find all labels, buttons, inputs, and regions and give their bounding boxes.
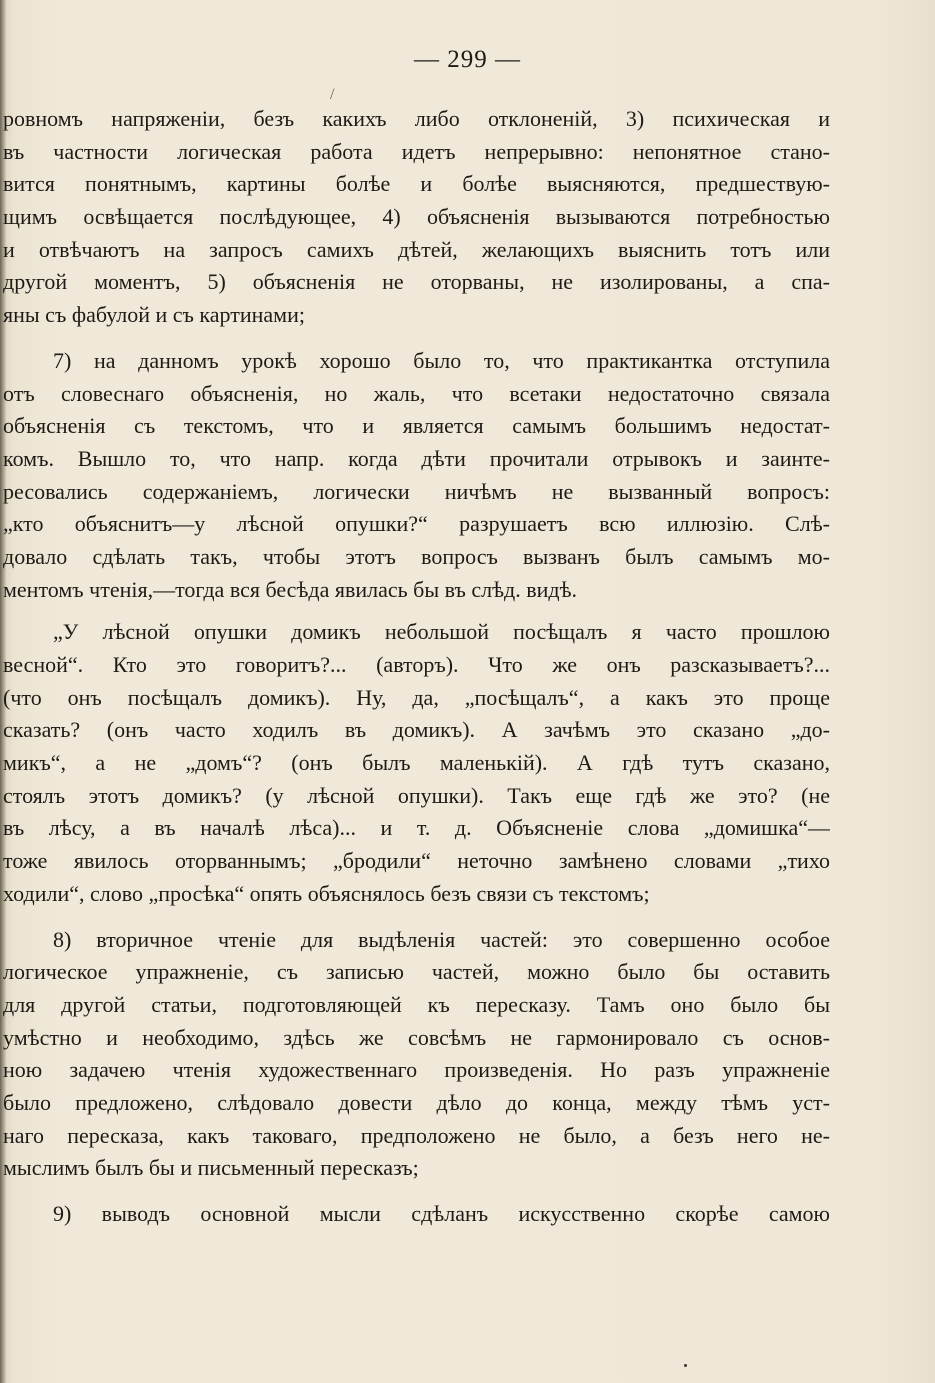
pencil-mark: /	[330, 86, 335, 103]
text-line: умѣстно и необходимо, здѣсь же совсѣмъ не гармонировало съ основ-	[3, 1024, 830, 1050]
paragraph-point-9	[3, 1198, 830, 1231]
body-text	[3, 103, 830, 1231]
text-line: довало сдѣлать такъ, чтобы этотъ вопросъ вызванъ былъ самымъ мо-	[3, 543, 830, 569]
text-line: другой моментъ, 5) объясненія не оторваны, не изолированы, а спа-	[3, 269, 830, 295]
text-line: и отвѣчаютъ на запросъ самихъ дѣтей, желающихъ выяснить тотъ или	[3, 236, 830, 262]
text-line: „кто объяснитъ—у лѣсной опушки?“ разрушаетъ всю иллюзію. Слѣ-	[3, 511, 830, 537]
paragraph-quote-dialogue	[3, 616, 830, 910]
text-line: ровномъ напряженіи, безъ какихъ либо отклоненій, 3) психическая и	[3, 106, 830, 131]
text-line: сказать? (онъ часто ходилъ въ домикъ). А зачѣмъ это сказано „до-	[3, 717, 830, 743]
paper-speck	[684, 1364, 687, 1367]
paragraph-point-7	[3, 345, 830, 607]
paragraph-gap	[3, 1185, 830, 1198]
text-line: наго пересказа, какъ таковаго, предположено не было, а безъ него не-	[3, 1122, 830, 1148]
text-line: микъ“, а не „домъ“? (онъ былъ маленькій). А гдѣ тутъ сказано,	[3, 750, 830, 776]
text-line: отъ словеснаго объясненія, но жаль, что всетаки недостаточно связала	[3, 380, 830, 406]
text-line: (что онъ посѣщалъ домикъ). Ну, да, „посѣщалъ“, а какъ это проще	[3, 684, 830, 710]
text-line: комъ. Вышло то, что напр. когда дѣти прочитали отрывокъ и заинте-	[3, 445, 830, 471]
text-line: 9) выводъ основной мысли сдѣланъ искусственно скорѣе самою	[53, 1201, 830, 1226]
text-line: тоже явилось оторваннымъ; „бродили“ неточно замѣнено словами „тихо	[3, 848, 830, 874]
text-line: было предложено, слѣдовало довести дѣло до конца, между тѣмъ уст-	[3, 1089, 830, 1115]
text-line: щимъ освѣщается послѣдующее, 4) объясненія вызываются потребностью	[3, 204, 830, 230]
text-line: ходили“, слово „просѣка“ опять объяснялось безъ связи съ текстомъ;	[3, 880, 650, 906]
text-line: „У лѣсной опушки домикъ небольшой посѣщалъ я часто прошлою	[53, 619, 830, 645]
text-line: весной“. Кто это говоритъ?... (авторъ). Что же онъ разсказываетъ?...	[3, 652, 830, 677]
text-line: ментомъ чтенія,—тогда вся бесѣда явилась бы въ слѣд. видѣ.	[3, 576, 578, 602]
text-line: ною задачею чтенія художественнаго произведенія. Но разъ упражненіе	[3, 1057, 830, 1083]
text-line: вится понятнымъ, картины болѣе и болѣе выясняются, предшествую-	[3, 171, 830, 197]
paragraph-point-8	[3, 924, 830, 1186]
paragraph-gap	[3, 606, 830, 616]
page-number: — 299 —	[414, 46, 521, 73]
text-line: ресовались содержаніемъ, логически ничѣмъ не вызванный вопросъ:	[3, 478, 830, 504]
text-line: въ частности логическая работа идетъ непрерывно: непонятное стано-	[3, 138, 830, 164]
text-line: мыслимъ былъ бы и письменный пересказъ;	[3, 1155, 419, 1181]
text-line: 7) на данномъ урокѣ хорошо было то, что практикантка отступила	[53, 347, 830, 373]
text-line: 8) вторичное чтеніе для выдѣленія частей: это совершенно особое	[53, 926, 830, 952]
paragraph-gap	[3, 332, 830, 345]
text-line: стоялъ этотъ домикъ? (у лѣсной опушки). Такъ еще гдѣ же это? (не	[3, 782, 830, 808]
text-line: объясненія съ текстомъ, что и является самымъ большимъ недостат-	[3, 413, 830, 439]
paragraph-continuation	[3, 103, 830, 332]
text-line: логическое упражненіе, съ записью частей, можно было бы оставить	[3, 959, 830, 985]
text-line: въ лѣсу, а въ началѣ лѣса)... и т. д. Объясненіе слова „домишка“—	[3, 815, 830, 841]
text-line: яны съ фабулой и съ картинами;	[3, 302, 305, 328]
paragraph-gap	[3, 911, 830, 924]
text-line: для другой статьи, подготовляющей къ пересказу. Тамъ оно было бы	[3, 991, 830, 1017]
